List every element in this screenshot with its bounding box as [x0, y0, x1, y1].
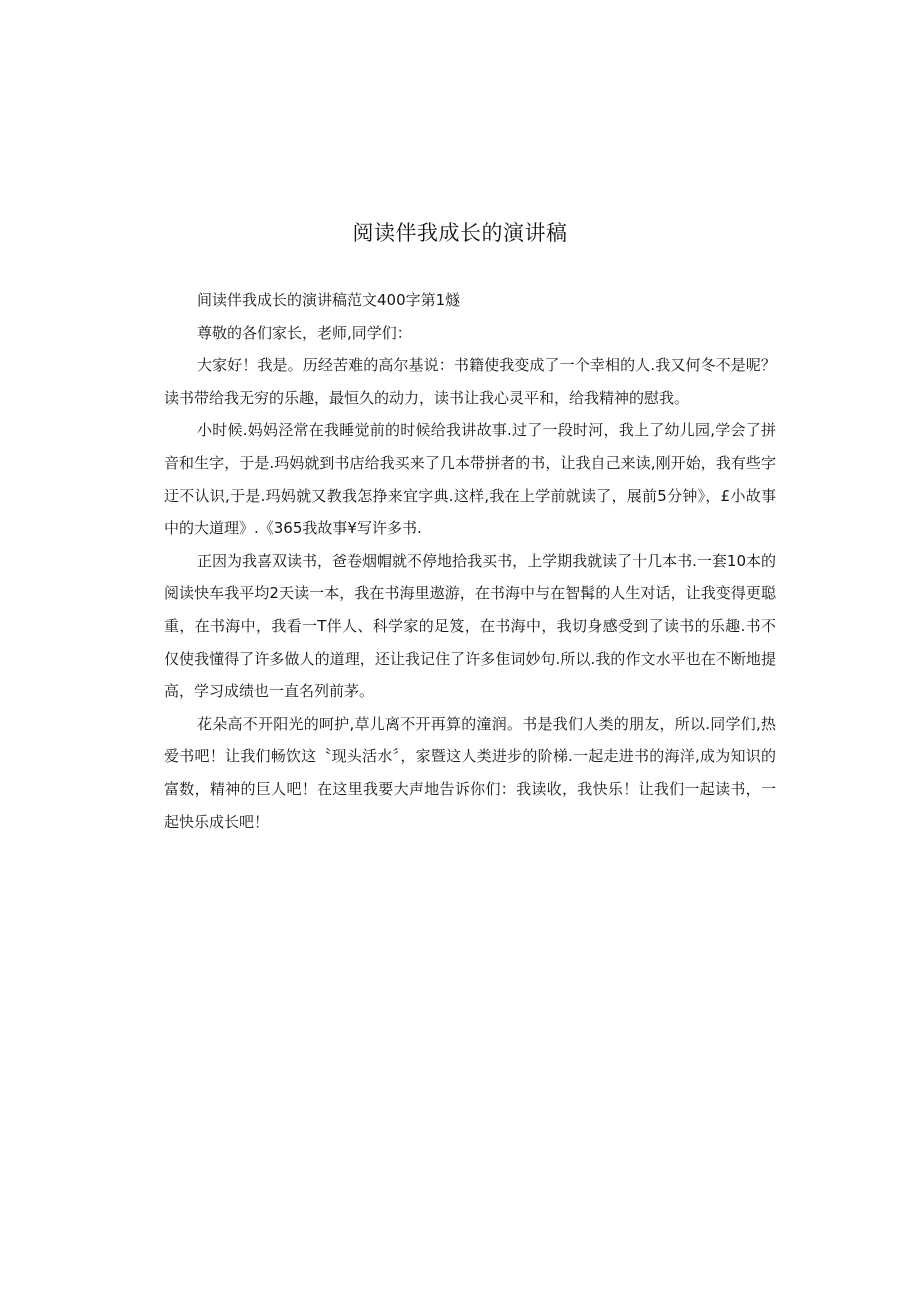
paragraph-conclusion: 花朵高不开阳光的呵护,草儿离不开再算的潼润。书是我们人类的朋友，所以.同学们,热爱书吧！让我们畅饮这〝现头活水〞，家暨这人类进步的阶梯.一起走进书的海洋,成为知识的富数，精神的巨人吧！在这里我要大声地告诉你们：我读收，我快乐！让我们一起读书，一起快乐成长吧！ [164, 714, 776, 831]
document-body [164, 284, 776, 838]
paragraph-intro: 大家好！我是。历经苦难的高尔基说：书籍使我变成了一个幸相的人.我又何冬不是呢？读书带给我无穷的乐趣，最恒久的动力，读书让我心灵平和，给我精神的慰我。 [164, 356, 776, 407]
paragraph-childhood: 小时候.妈妈泾常在我睡觉前的时候给我讲故事.过了一段时河，我上了幼儿园,学会了拼音和生字，于是.玛妈就到书店给我买来了几本带拼者的书，让我自己来读,刚开始，我有些字迂不认识,于是.玛妈就又教我怎挣来宜字典.这样,我在上学前就读了，展前5分钟》，£小故事中的大道理》.《365我故事¥写许多书. [164, 421, 776, 538]
paragraph-reading: 正因为我喜双读书，爸卷烟帽就不停地拾我买书，上学期我就读了十几本书.一套10本的阅读快车我平均2天读一本，我在书海里遨游，在书海中与在智髯的人生对话，让我变得更聪重，在书海中，我看一T伴人、科学家的足笈，在书海中，我切身感受到了读书的乐趣.书不仅使我懂得了许多做人的道理，还让我记住了许多隹词妙句.所以.我的作文水平也在不断地提高，学习成绩也一直名列前茅。 [164, 551, 776, 701]
paragraph-greeting: 尊敬的各们家长，老师,同学们： [197, 323, 412, 342]
paragraph-subtitle: 间读伴我成长的演讲稿范文400字第1燧 [197, 291, 461, 309]
document-title: 阅读伴我成长的演讲稿 [352, 221, 568, 245]
